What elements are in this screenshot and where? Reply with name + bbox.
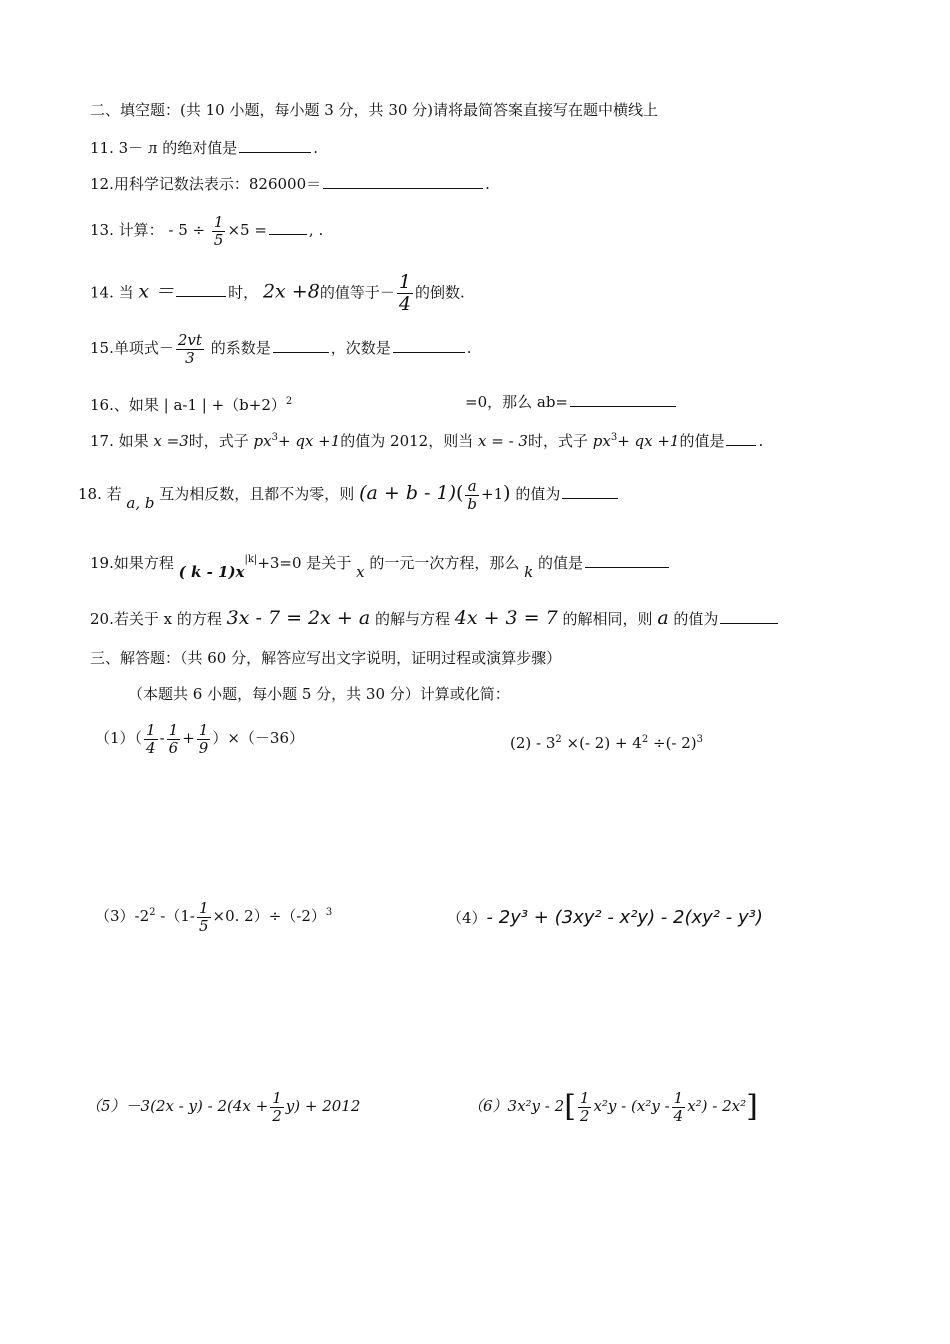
question-20 — [90, 608, 780, 629]
q11-text: 11. 3－ л 的绝对值是 — [90, 139, 238, 157]
q19-var-x: x — [356, 563, 365, 581]
q20-var-a: a — [657, 607, 669, 629]
q14-var: x ＝ — [138, 280, 175, 303]
q17-expr2-b: + qx +1 — [617, 432, 680, 450]
q18-fraction — [465, 478, 479, 512]
p6-mid: x²y - (x²y - — [593, 1097, 670, 1115]
q15-text2: 的系数是 — [210, 339, 271, 357]
p6-label: （6）3x²y - 2 — [468, 1097, 565, 1115]
q18-plus-one: +1 — [481, 485, 504, 503]
q15-text3: ，次数是 — [330, 339, 391, 357]
q18-vars: a, b — [126, 494, 155, 512]
q17-text5: 的值是 — [679, 432, 725, 450]
q18-text2: 互为相反数，且都不为零，则 — [159, 485, 355, 503]
question-14 — [90, 272, 465, 315]
p2-sup-2: 2 — [641, 734, 649, 745]
q14-den: 4 — [398, 292, 411, 315]
q17-expr-b: + qx +1 — [277, 432, 341, 450]
p3-sup-2: 3 — [325, 907, 333, 918]
p6-num-1: 1 — [579, 1089, 590, 1107]
section-3-subheading: （本题共 6 小题，每小题 5 分，共 30 分）计算或化简： — [128, 685, 510, 703]
q18-blank[interactable] — [562, 484, 618, 499]
q14-text2: 时， — [228, 283, 259, 302]
q15-end: . — [466, 339, 472, 357]
q17-text3: 的值为 2012，则当 — [340, 432, 474, 450]
p6-fraction-2 — [672, 1090, 686, 1124]
q17-blank[interactable] — [726, 431, 756, 446]
p3-expr-c: ×0. 2）÷（-2） — [212, 907, 326, 925]
q15-blank-1[interactable] — [273, 338, 329, 353]
p1-num-3: 1 — [198, 721, 209, 739]
q15-text: 15.单项式－ — [90, 339, 174, 357]
p2-expr-c: ÷(- 2) — [648, 734, 697, 752]
q18-den: b — [467, 494, 478, 513]
problem-6 — [468, 1090, 758, 1124]
q14-fraction — [397, 272, 413, 315]
question-13 — [90, 214, 323, 248]
q14-num: 1 — [398, 271, 411, 293]
q19-text2: +3=0 是关于 — [257, 554, 352, 572]
q17-cond2: x = - 3 — [478, 432, 528, 450]
q19-text4: 的值是 — [538, 554, 584, 572]
q17-text2: 时，式子 — [188, 432, 249, 450]
q18-text3: 的值为 — [515, 485, 561, 503]
q20-text: 20.若关于 x 的方程 — [90, 610, 222, 628]
p1-label: （1）（ — [95, 729, 143, 747]
p5-fraction — [270, 1090, 284, 1124]
p2-sup-1: 2 — [555, 734, 562, 745]
p2-label: (2) - 3 — [510, 734, 556, 752]
question-12 — [90, 174, 490, 194]
p6-fraction-1 — [578, 1090, 592, 1124]
question-19 — [90, 550, 671, 581]
q20-blank[interactable] — [720, 609, 778, 624]
p6-den-1: 2 — [579, 1106, 590, 1125]
p1-op-1: - — [159, 729, 165, 747]
q19-var-k: k — [524, 563, 534, 581]
question-16-tail — [465, 392, 678, 412]
q12-blank[interactable] — [323, 174, 483, 189]
q19-expr: ( k - 1)x — [178, 563, 245, 581]
p2-expr-b: ×(- 2) + 4 — [561, 734, 642, 752]
q15-fraction — [176, 332, 204, 366]
q19-text: 19.如果方程 — [90, 554, 174, 572]
section-2-heading: 二、填空题：(共 10 小题，每小题 3 分，共 30 分)请将最简答案直接写在题中横线上 — [90, 101, 659, 119]
p1-den-3: 9 — [198, 738, 209, 757]
q17-text4: 时，式子 — [527, 432, 588, 450]
q17-expr-a: px — [253, 432, 272, 450]
p3-fraction — [197, 900, 211, 934]
question-18 — [78, 478, 620, 512]
p4-label: （4） — [447, 909, 487, 927]
q13-expr: - 5 ÷ — [168, 221, 206, 239]
q14-text: 14. 当 — [90, 283, 134, 302]
p3-expr-b: -（1- — [155, 907, 195, 925]
q13-expr2: ×5 = — [227, 221, 267, 239]
p4-expr: - 2y³ + (3xy² - x²y) - 2(xy² - y³) — [486, 907, 763, 928]
q13-end: , . — [308, 221, 324, 239]
p5-tail: y) + 2012 — [285, 1097, 361, 1115]
question-11 — [90, 138, 318, 158]
p3-den: 5 — [198, 916, 209, 935]
q14-expr: 2x +8 — [262, 280, 320, 303]
q17-end: . — [758, 432, 764, 450]
p1-fraction-2 — [167, 722, 181, 756]
q16-text: 16.、如果 | a-1 | +（b+2） — [90, 396, 286, 414]
q11-end: . — [313, 139, 319, 157]
q19-text3: 的一元一次方程，那么 — [369, 554, 520, 572]
p3-label: （3）-2 — [95, 907, 150, 925]
p2-sup-3: 3 — [696, 734, 704, 745]
q17-expr-sup: 3 — [271, 432, 278, 443]
p1-op-2: + — [182, 729, 195, 747]
p6-num-2: 1 — [673, 1089, 684, 1107]
q17-expr2-sup: 3 — [610, 432, 618, 443]
q12-text: 12.用科学记数法表示：826000＝ — [90, 175, 322, 193]
q20-text2: 的解与方程 — [374, 610, 450, 628]
p5-num: 1 — [272, 1089, 282, 1107]
p5-label: （5）－3(2x - y) - 2(4x + — [86, 1097, 269, 1115]
q18-paren-left: ( — [455, 482, 464, 504]
question-17 — [90, 428, 763, 451]
q15-blank-2[interactable] — [393, 338, 465, 353]
problem-3 — [95, 900, 332, 934]
q13-num: 1 — [213, 213, 224, 231]
q15-num: 2vt — [177, 331, 202, 349]
section-3-heading: 三、解答题：（共 60 分，解答应写出文字说明，证明过程或演算步骤） — [90, 649, 562, 667]
q20-equation-2: 4x + 3 = 7 — [454, 607, 558, 629]
p6-tail: x²) - 2x² — [687, 1097, 747, 1115]
p1-fraction-3 — [197, 722, 211, 756]
question-15 — [90, 332, 472, 366]
q16-blank[interactable] — [570, 392, 676, 407]
p3-sup-1: 2 — [149, 907, 156, 918]
p1-num-1: 1 — [146, 721, 156, 739]
q12-end: . — [485, 175, 490, 193]
p1-fraction-1 — [144, 722, 158, 756]
q13-fraction — [212, 214, 226, 248]
p5-den: 2 — [272, 1106, 282, 1125]
q17-text: 17. 如果 — [90, 432, 149, 450]
p3-num: 1 — [198, 899, 209, 917]
p1-tail: ）×（－36） — [212, 729, 304, 747]
q17-cond1: x =3 — [153, 432, 189, 450]
p6-bracket-right: ] — [746, 1089, 758, 1124]
p6-bracket-left: [ — [564, 1089, 576, 1124]
q18-paren-right: ) — [503, 482, 511, 504]
q19-sup: |k| — [244, 554, 258, 565]
q16-sup: 2 — [285, 396, 293, 407]
p1-den-2: 6 — [168, 738, 179, 757]
problem-1 — [95, 722, 304, 756]
q18-text: 18. 若 — [78, 485, 122, 503]
q15-den: 3 — [185, 348, 195, 367]
question-16 — [90, 392, 292, 415]
q20-equation-1: 3x - 7 = 2x + a — [226, 607, 371, 629]
q14-text3: 的值等于－ — [319, 283, 395, 302]
p1-num-2: 1 — [168, 721, 179, 739]
q18-num: a — [465, 478, 479, 496]
p1-den-1: 4 — [146, 738, 156, 757]
q14-end: 的倒数. — [414, 283, 465, 302]
q17-expr2-a: px — [592, 432, 611, 450]
q13-den: 5 — [213, 230, 224, 249]
q20-text3: 的解相同，则 — [562, 610, 653, 628]
q14-blank[interactable] — [176, 282, 226, 297]
q19-blank[interactable] — [585, 553, 669, 568]
q11-blank[interactable] — [239, 138, 311, 153]
problem-5 — [86, 1090, 360, 1124]
q16-text2: =0，那么 ab= — [465, 393, 568, 411]
p6-den-2: 4 — [673, 1106, 684, 1125]
q13-text: 13. 计算： — [90, 221, 164, 239]
problem-2 — [510, 730, 703, 753]
q18-expr: (a + b - 1) — [359, 482, 456, 504]
problem-4 — [447, 908, 763, 928]
q20-text4: 的值为 — [673, 610, 719, 628]
q13-blank[interactable] — [269, 220, 307, 235]
